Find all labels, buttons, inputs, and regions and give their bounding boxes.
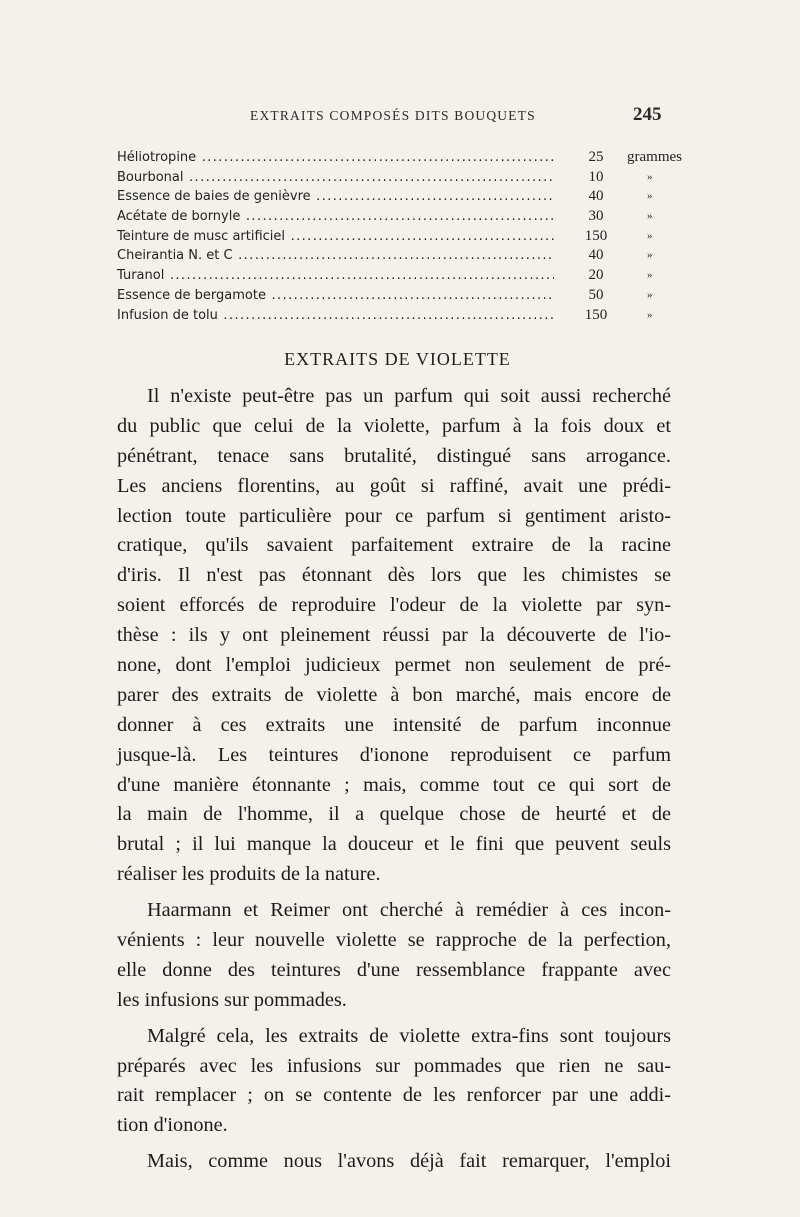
ingredient-name: Acétate de bornyle ..... (117, 207, 554, 227)
ingredient-name: Héliotropine ..... (117, 148, 554, 168)
text-line: la main de l'homme, il a quelque chose de heurté et de (117, 803, 671, 826)
text-line: parer des extraits de violette à bon marché, mais encore de (117, 683, 671, 706)
formula-row (117, 227, 677, 247)
page-number: 245 (633, 104, 662, 125)
ingredient-name: Essence de bergamote ..... (117, 286, 554, 306)
text-line: brutal ; il lui manque la douceur et le fini que peuvent seuls (117, 833, 671, 856)
ditto-mark: » (647, 269, 653, 282)
ingredient-quantity: 40 (588, 188, 604, 205)
text-line: Malgré cela, les extraits de violette extra-fins sont toujours (147, 1024, 671, 1047)
page-header (0, 104, 800, 128)
paragraph (117, 1022, 671, 1142)
ingredient-quantity: 30 (588, 208, 604, 225)
ingredient-name: Bourbonal ..... (117, 168, 554, 188)
ingredient-quantity: 10 (588, 168, 604, 185)
ingredient-quantity: 150 (584, 227, 608, 244)
formula-row (117, 168, 677, 188)
ingredient-name: Cheirantia N. et C ..... (117, 246, 554, 266)
ditto-mark: » (647, 288, 653, 301)
paragraph (117, 1147, 671, 1177)
text-line: d'iris. Il n'est pas étonnant dès lors que les chimistes se (117, 564, 671, 587)
ingredient-name: Turanol ..... (117, 266, 554, 286)
ingredient-quantity: 40 (588, 247, 604, 264)
ingredient-name: Infusion de tolu ..... (117, 306, 554, 326)
paragraph (117, 382, 671, 890)
ingredient-name: Teinture de musc artificiel ..... (117, 227, 554, 247)
ditto-mark: » (647, 249, 653, 262)
text-line: none, dont l'emploi judicieux permet non seulement de pré- (117, 654, 671, 677)
text-line: d'une manière étonnante ; mais, comme tout ce qui sort de (117, 773, 671, 796)
formula-row (117, 148, 682, 168)
text-line: pénétrant, tenace sans brutalité, distingué sans arrogance. (117, 444, 671, 467)
text-line: vénients : leur nouvelle violette se rapproche de la perfection, (117, 929, 671, 952)
ditto-mark: » (647, 190, 653, 203)
ditto-mark: » (647, 170, 653, 183)
text-line: les infusions sur pommades. (117, 988, 347, 1011)
running-title: EXTRAITS COMPOSÉS DITS BOUQUETS (250, 108, 536, 123)
ditto-mark: » (647, 229, 653, 242)
ditto-mark: » (647, 308, 653, 321)
text-line: lection toute particulière pour ce parfum si gentiment aristo- (117, 504, 671, 527)
text-line: du public que celui de la violette, parfum à la fois doux et (117, 414, 671, 437)
formula-list (117, 148, 682, 325)
text-line: thèse : ils y ont pleinement réussi par la découverte de l'io- (117, 624, 671, 647)
text-line: Mais, comme nous l'avons déjà fait remarquer, l'emploi (147, 1150, 671, 1173)
text-line: Il n'existe peut-être pas un parfum qui soit aussi recherché (147, 385, 671, 407)
formula-row (117, 306, 677, 326)
text-line: elle donne des teintures d'une ressemblance frappante avec (117, 958, 671, 981)
text-line: jusque-là. Les teintures d'ionone reproduisent ce parfum (117, 743, 671, 766)
formula-row (117, 266, 677, 286)
formula-row (117, 207, 677, 227)
ingredient-quantity: 50 (588, 286, 604, 303)
text-line: cratique, qu'ils savaient parfaitement extraire de la racine (117, 534, 671, 557)
ingredient-quantity: 25 (588, 149, 604, 165)
formula-row (117, 187, 677, 207)
text-line: Les anciens florentins, au goût si raffiné, avait une prédi- (117, 474, 671, 497)
text-line: préparés avec les infusions sur pommades que rien ne sau- (117, 1054, 671, 1077)
paragraph (117, 896, 671, 1016)
section-heading-text: EXTRAITS DE VIOLETTE (284, 349, 511, 369)
text-line: tion d'ionone. (117, 1114, 228, 1137)
ingredient-name: Essence de baies de genièvre ..... (117, 187, 554, 207)
formula-row (117, 246, 677, 266)
text-line: rait remplacer ; on se contente de les renforcer par une addi- (117, 1084, 671, 1107)
ditto-mark: » (647, 210, 653, 223)
text-line: donner à ces extraits une intensité de parfum inconnue (117, 713, 671, 736)
ingredient-quantity: 150 (584, 306, 608, 323)
text-line: Haarmann et Reimer ont cherché à remédier à ces incon- (147, 899, 671, 922)
section-heading (0, 349, 800, 370)
ingredient-quantity: 20 (588, 267, 604, 284)
formula-row (117, 286, 677, 306)
text-line: soient efforcés de reproduire l'odeur de la violette par syn- (117, 594, 671, 617)
text-line: réaliser les produits de la nature. (117, 863, 381, 886)
body-text (117, 382, 671, 1177)
ingredient-unit: grammes (627, 149, 682, 165)
